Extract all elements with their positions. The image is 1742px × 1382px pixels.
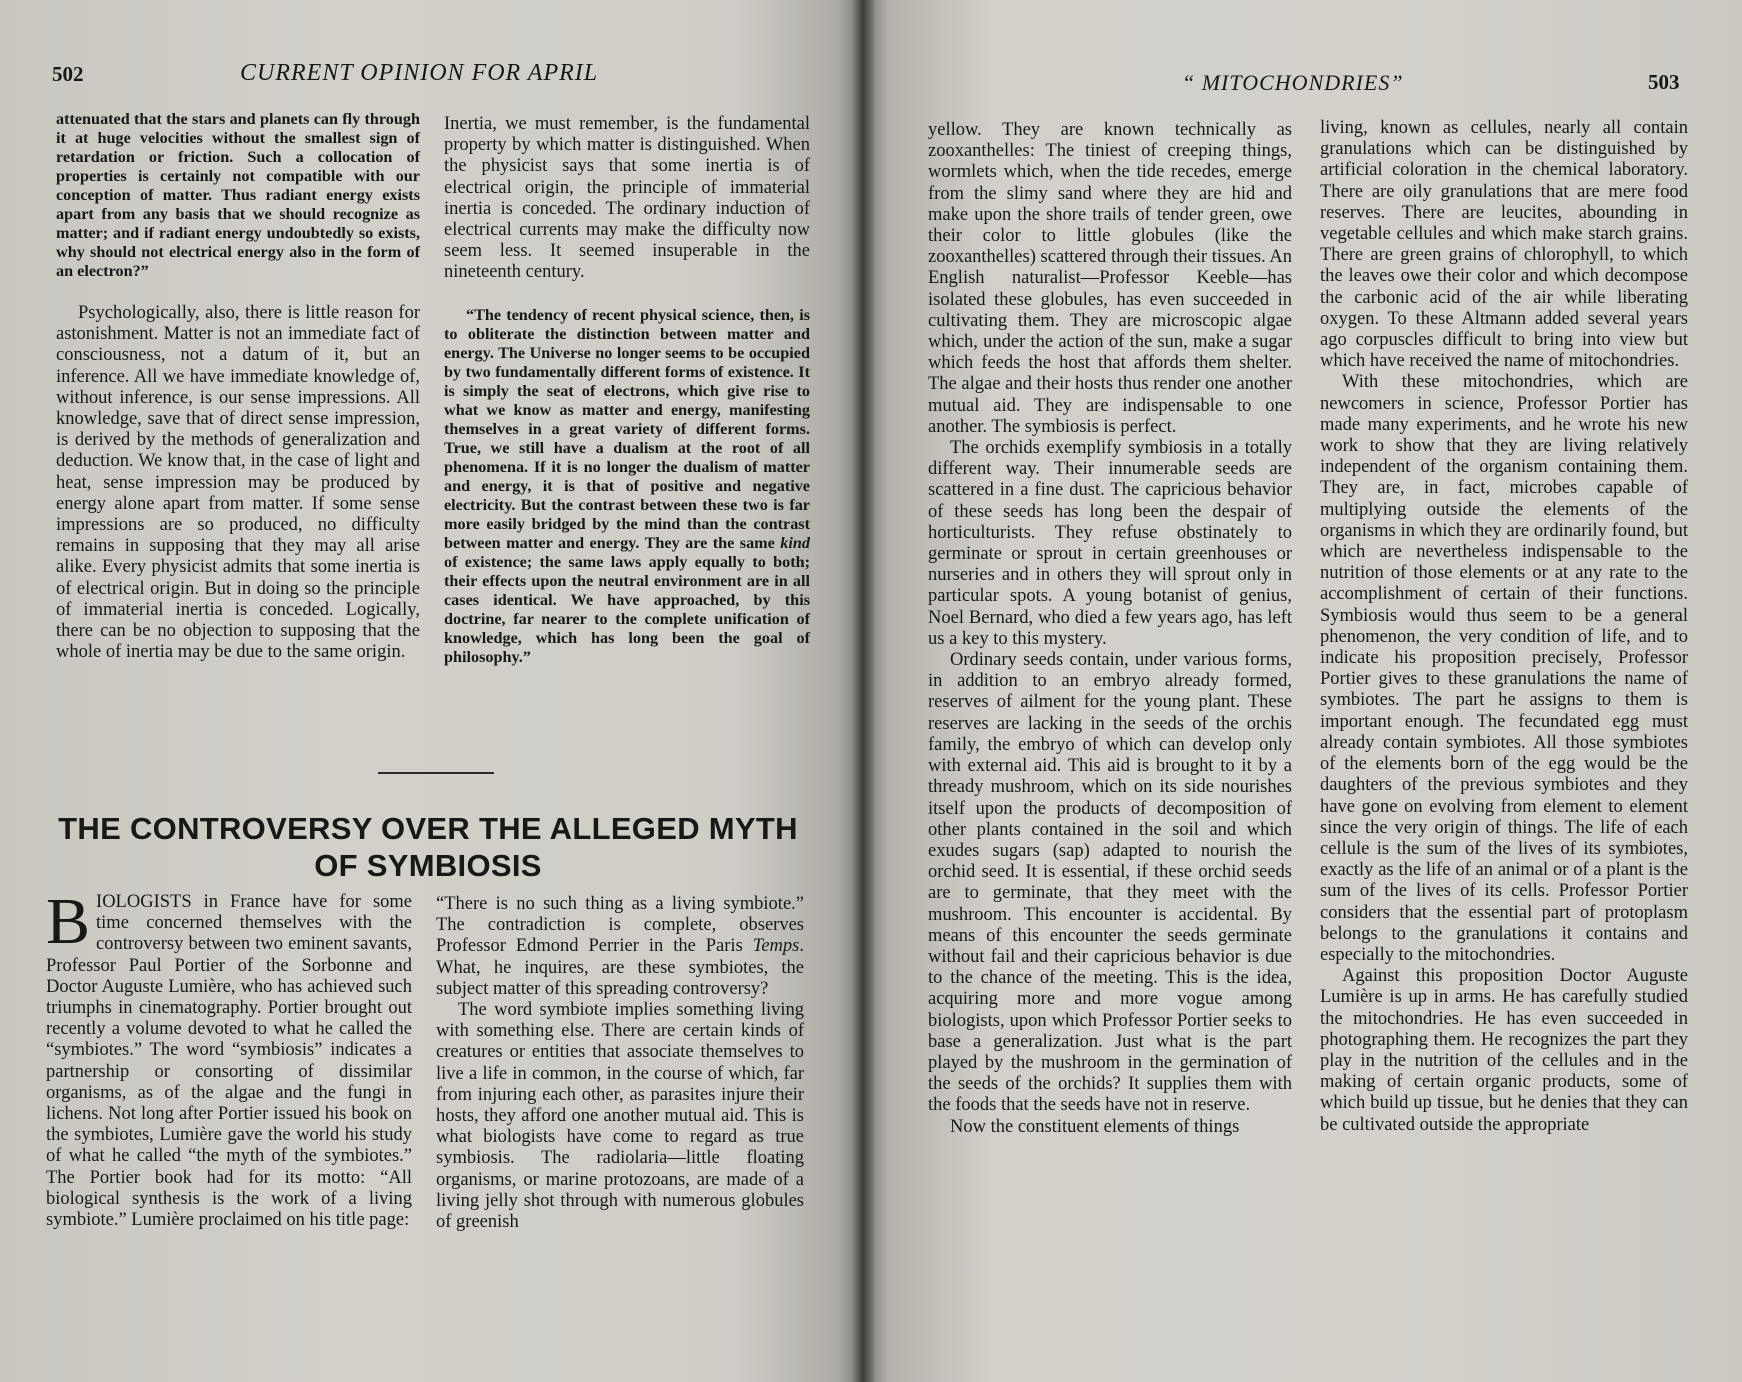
newspaper-name: Temps <box>752 936 800 957</box>
paragraph-zooxanthelles: yellow. They are known technically as zooxanthelles: The tiniest of creeping things, wormlets which, when the tide recedes, emerge from the slimy sand where they are hid and make upon the shore trails of tender green, owe their color to little globules (like the zooxanthelles) scattered through their tissues. An English naturalist—Professor Keeble—has isolated these globules, has even succeeded in cultivating them. They are microscopic algae which, under the action of the sun, make a sugar which feeds the host that affords them shelter. The algae and their hosts thus render one another mutual aid. They are indispensable to one another. The symbiosis is perfect. <box>928 120 1292 437</box>
contradiction-text-a: “There is no such thing as a living symbiote.” The contradiction is complete, observes Professor Edmond Perrier in the Paris <box>436 894 804 957</box>
left-running-head: CURRENT OPINION FOR APRIL <box>240 60 599 86</box>
right-column-1 <box>928 120 1292 1138</box>
left-column-1 <box>56 110 420 663</box>
quote-emphasis-kind: kind <box>780 533 810 552</box>
paragraph-psychologically: Psychologically, also, there is little reason for astonishment. Matter is not an immediate fact of consciousness, not a datum of it, but an inference. All we have immediate knowledge of, without inference, is our sense impressions. All knowledge, save that of direct sense impression, is derived by the methods of generalization and deduction. We know that, in the case of light and heat, sense impression may be produced by energy alone apart from matter. If some sense impressions are so produced, no difficulty remains in supposing that they may all arise alike. Every physicist admits that some inertia is of electrical origin. But in doing so the principle of immaterial inertia is conceded. Logically, there can be no objection to supposing that the whole of inertia may be due to the same origin. <box>56 303 420 663</box>
paragraph-mitochondries: With these mitochondries, which are newcomers in science, Professor Portier has made many experiments, and he wrote his new work to show that they are living relatively independent of the organism containing them. They are, in fact, microbes capable of multiplying outside the elements of the organisms in which they are ordinarily found, but which are nevertheless indispensable to the nutrition of those elements or at any rate to the accomplishment of certain of their functions. Symbiosis would thus seem to be a general phenomenon, the very condition of life, and to indicate his proposition precisely, Professor Portier gives to these granulations the name of symbiotes. The part he assigns to them is important enough. The fecundated egg must already contain symbiotes. All those symbiotes of the elements born of the egg would be the daughters of the previous symbiotes and they have gone on evolving from element to element since the very origin of things. The life of each cellule is the sum of the lives of its symbiotes, exactly as the life of an animal or of a plant is the sum of the lives of its cells. Professor Portier considers that the essential part of protoplasm belongs to the granulations it contains and especially to the mitochondries. <box>1320 372 1688 965</box>
drop-cap: B <box>46 885 91 958</box>
article-column-1 <box>46 885 412 1231</box>
article-paragraph-symbiote-word: The word symbiote implies something living with something else. There are certain kinds of creatures or entities that associate themselves to live a life in common, in the course of which, far from injuring each other, as parasites injure their hosts, they afford one another mutual aid. This is what biologists have come to regard as true symbiosis. The radiolaria—little floating organisms, or marine protozoans, are made of a living jelly shot through with numerous globules of greenish <box>436 1000 804 1233</box>
article-column-2 <box>436 894 804 1233</box>
quote-text-a: “The tendency of recent physical science, then, is to obliterate the distinction between matter and energy. The Universe no longer seems to be occupied by two fundamentally different forms of existence. It is simply the seat of electrons, which give rise to what we know as matter and energy, manifesting themselves in a great variety of different forms. True, we still have a dualism at the root of all phenomena. If it is no longer the dualism of matter and energy, it is that of positive and negative electricity. But the contrast between these two is far more easily bridged by the mind than the contrast between matter and energy. They are the same <box>444 305 810 552</box>
left-column-2 <box>444 114 810 667</box>
article-headline <box>48 810 808 884</box>
quote-physical-science <box>444 306 810 667</box>
paragraph-constituent-elements: Now the constituent elements of things <box>950 1116 1240 1137</box>
paragraph-orchids: The orchids exemplify symbiosis in a totally different way. Their innumerable seeds are scattered in a fine dust. The capricious behavior of these seeds has long been the despair of horticulturists. They refuse obstinately to germinate or sprout in certain greenhouses or nurseries and in others they will sprout only in particular spots. A young botanist of genius, Noel Bernard, who died a few years ago, has left us a key to this mystery. <box>928 438 1292 649</box>
article-paragraph-contradiction <box>436 894 804 1000</box>
contradiction-text-b: . What, he inquires, are these symbiotes, the subject matter of this spreading controversy? <box>436 936 804 999</box>
quote-continuation: attenuated that the stars and planets can fly through it at huge velocities without the smallest sign of retardation or friction. Such a collocation of properties is certainly not compatible with our conception of matter. Thus radiant energy exists apart from any basis that we should recognize as matter; and if radiant energy undoubtedly so exists, why should not electrical energy also in the form of an electron?” <box>56 110 420 280</box>
quote-text-b: of existence; the same laws apply equally to both; their effects upon the neutral environment are in all cases identical. We have approached, by this doctrine, far nearer to the complete unification of knowledge, which has long been the goal of philosophy.” <box>444 552 810 666</box>
article-lead-text: IOLOGISTS in France have for some time concerned themselves with the controversy between two eminent savants, Professor Paul Portier of the Sorbonne and Doctor Auguste Lumière, who has achieved such triumphs in cinematography. Portier brought out recently a volume devoted to what he called the “symbiotes.” The word “symbiosis” indicates a partnership or consorting of dissimilar organisms, as of the algae and the fungi in lichens. Not long after Portier issued his book on the symbiotes, Lumière gave the world his study of what he called “the myth of the symbiotes.” The Portier book had for its motto: “All biological synthesis is the work of a living symbiote.” Lumière proclaimed on his title page: <box>46 892 412 1231</box>
headline-line-1: THE CONTROVERSY OVER THE ALLEGED MYTH <box>58 811 798 846</box>
headline-line-2: OF SYMBIOSIS <box>314 848 542 883</box>
right-column-2 <box>1320 118 1688 1136</box>
book-gutter <box>852 0 874 1382</box>
right-page <box>862 0 1742 1382</box>
left-page-number: 502 <box>52 62 84 86</box>
article-lead-paragraph <box>46 885 412 1231</box>
paragraph-cellules: living, known as cellules, nearly all contain granulations which can be distinguished by artificial coloration in the chemical laboratory. There are oily granulations that are mere food reserves. There are leucites, abounding in vegetable cellules and which make starch grains. There are green grains of chlorophyll, to which the leaves owe their color and which decompose the carbonic acid of the air while liberating oxygen. To these Altmann added several years ago corpuscles difficult to bring into view but which have received the name of mitochondries. <box>1320 118 1688 372</box>
paragraph-inertia: Inertia, we must remember, is the fundamental property by which matter is distinguished. When the physicist says that some inertia is of electrical origin, the principle of immaterial inertia is conceded. The ordinary induction of electrical currents may make the difficulty now seem less. It seemed insuperable in the nineteenth century. <box>444 114 810 283</box>
right-running-head: “ MITOCHONDRIES” <box>1182 70 1404 95</box>
section-divider <box>378 772 494 774</box>
paragraph-ordinary-seeds: Ordinary seeds contain, under various forms, in addition to an embryo already formed, reserves of ailment for the young plant. These reserves are lacking in the seeds of the orchis family, the embryo of which can develop only with external aid. This aid is brought to it by a thready mushroom, which on its side nourishes itself upon the products of decomposition of other plants contained in the soil and which exudes sugars (sap) adapted to nourish the orchid seed. It is essential, if these orchid seeds are to germinate, that they meet with the mushroom. This encounter is accidental. By means of this encounter the seeds germinate without fail and their capricious behavior is due to the chance of the meeting. This is the idea, acquiring more and more vogue among biologists, upon which Professor Portier seeks to base a generalization. Just what is the part played by the mushroom in the germination of the seeds of the orchids? It supplies them with the foods that the seeds have not in reserve. <box>928 650 1292 1116</box>
left-page <box>0 0 862 1382</box>
paragraph-lumiere: Against this proposition Doctor Auguste Lumière is up in arms. He has carefully studied the mitochondries. He has even succeeded in photographing them. He recognizes the part they play in the nutrition of the cellules and in the making of certain organic products, some of which build up tissue, but he denies that they can be cultivated outside the appropriate <box>1320 966 1688 1135</box>
right-page-number: 503 <box>1648 70 1680 94</box>
